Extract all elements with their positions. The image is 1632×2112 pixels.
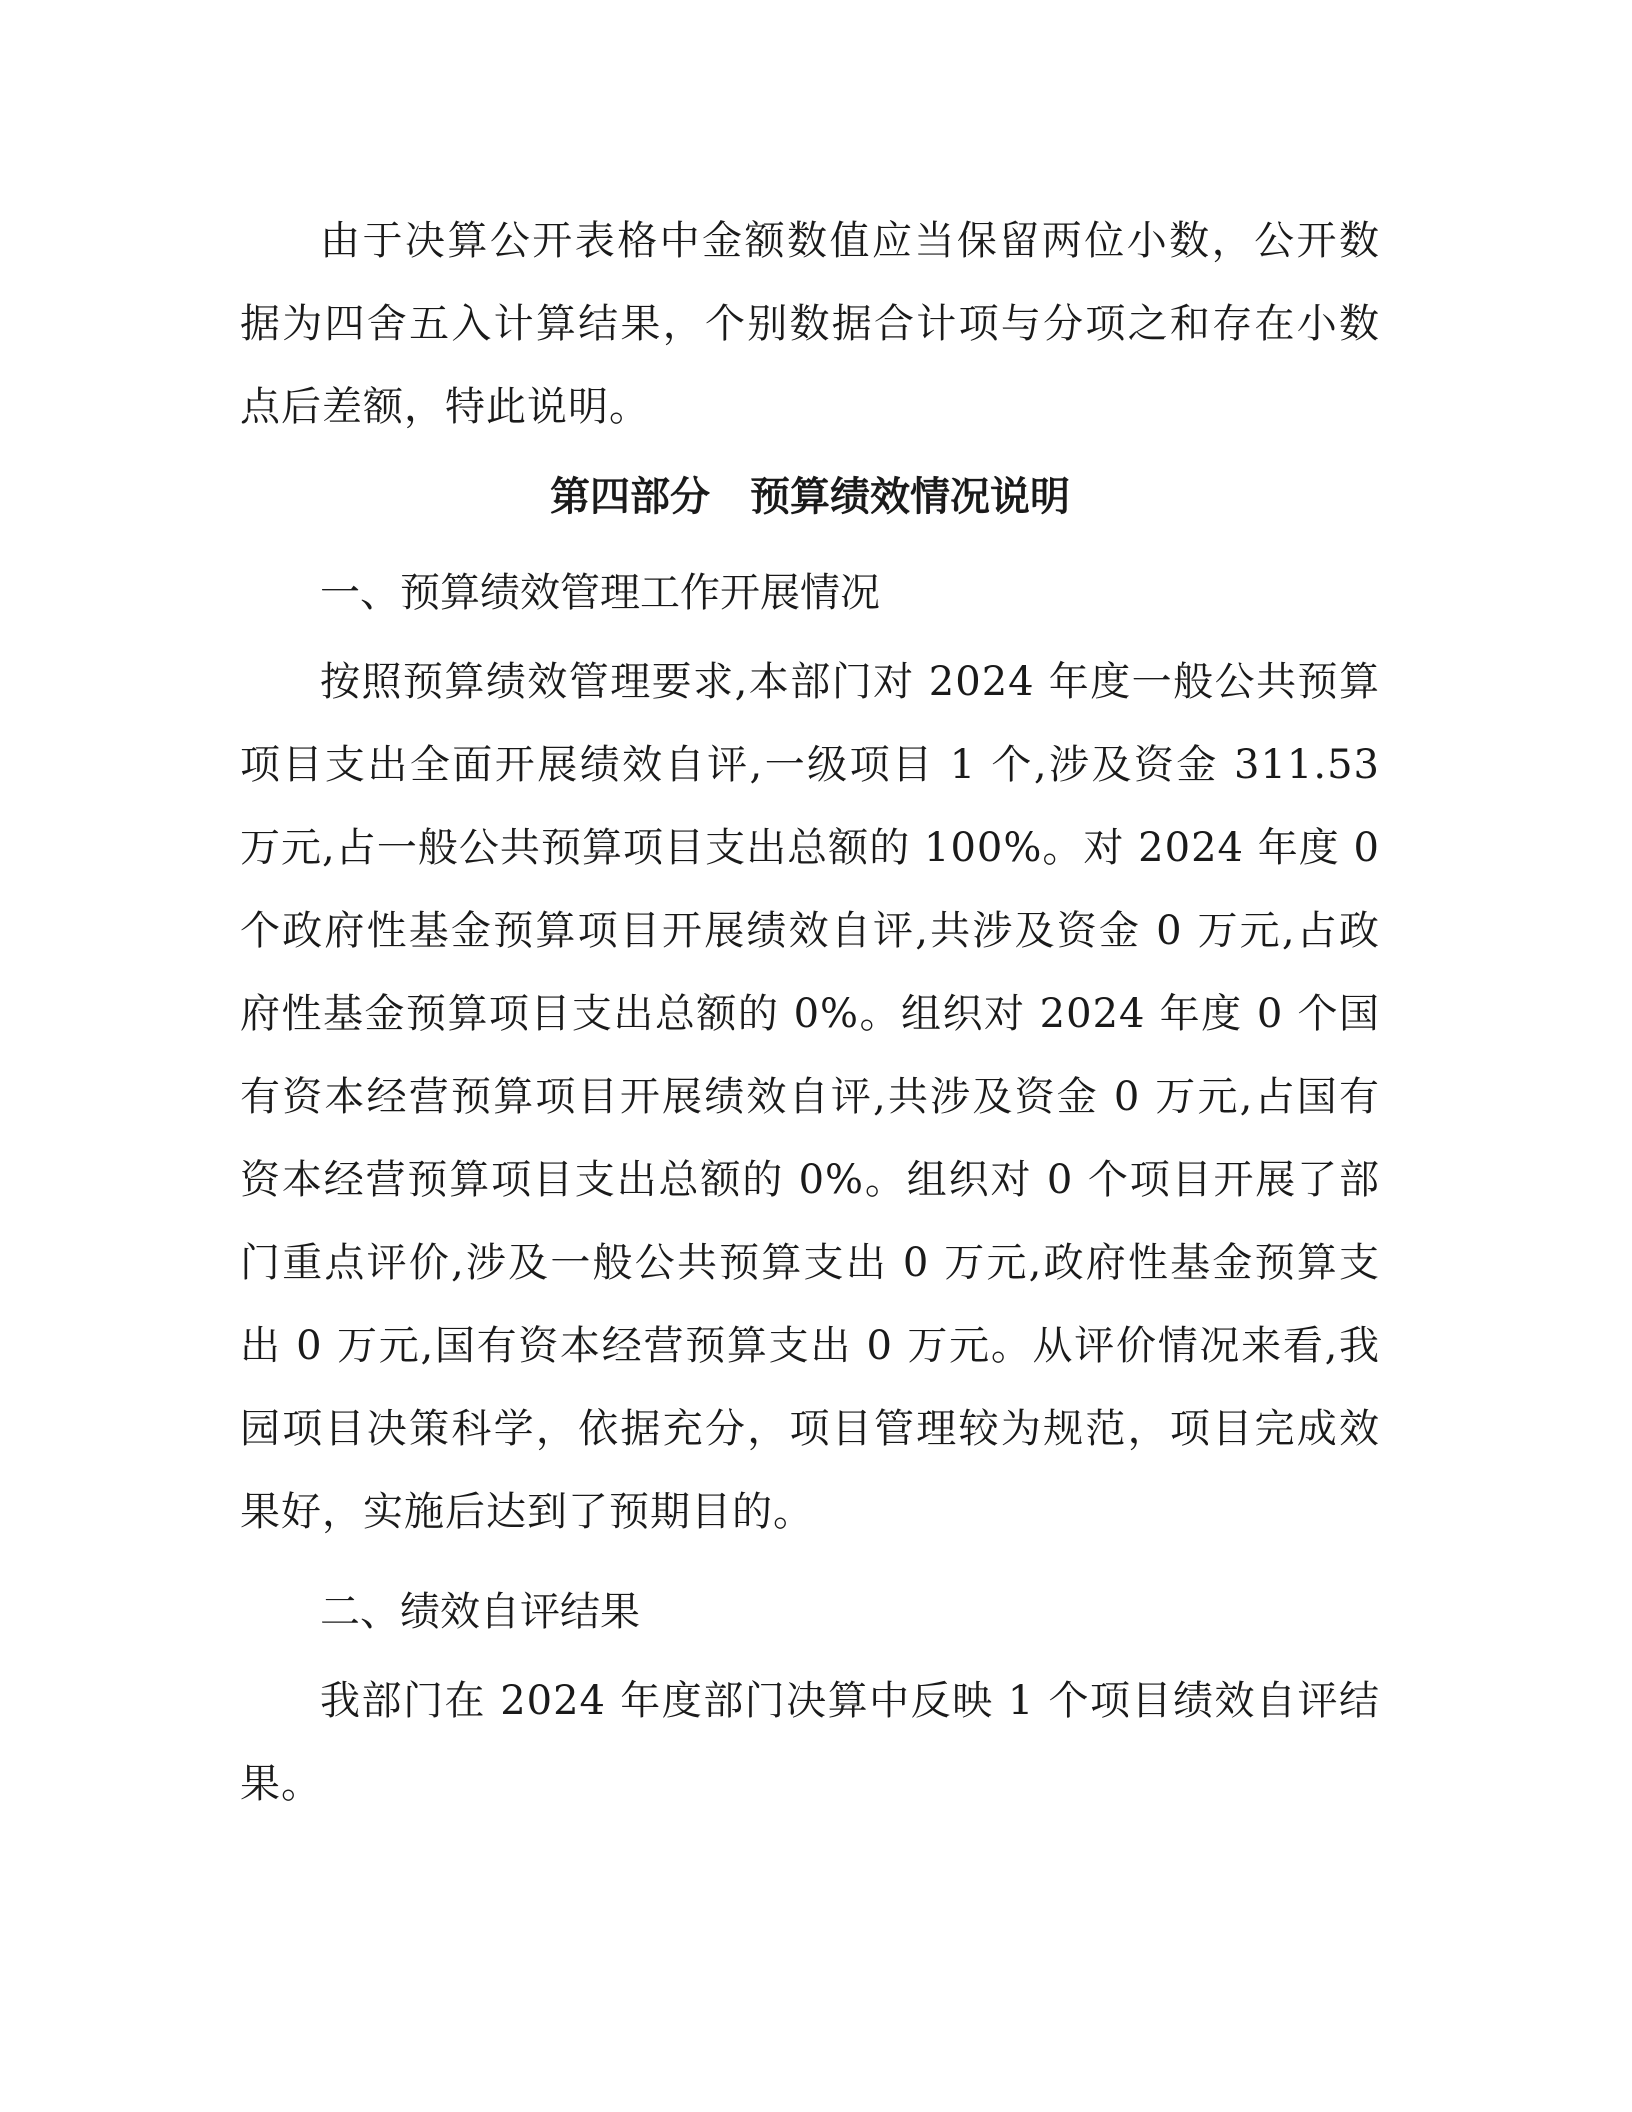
section-spacer	[240, 1554, 1380, 1564]
part-title: 第四部分 预算绩效情况说明	[550, 473, 1070, 520]
intro-paragraph: 由于决算公开表格中金额数值应当保留两位小数，公开数据为四舍五入计算结果，个别数据合计项与分项之和存在小数点后差额，特此说明。	[240, 218, 1380, 430]
section-paragraph-2: 我部门在 2024 年度部门决算中反映 1 个项目绩效自评结果。	[240, 1678, 1380, 1807]
section-heading-2: 二、绩效自评结果	[320, 1589, 640, 1635]
section-paragraph-1: 按照预算绩效管理要求,本部门对 2024 年度一般公共预算项目支出全面开展绩效自评,一级项目 1 个,涉及资金 311.53 万元,占一般公共预算项目支出总额的 100%。对 2024 年度 0 个政府性基金预算项目开展绩效自评,共涉及资金 0 万元,占政府性基金预算项目支出总额的 0%。组织对 2024 年度 0 个国有资本经营预算项目开展绩效自评,共涉及资金 0 万元,占国有资本经营预算项目支出总额的 0%。组织对 0 个项目开展了部门重点评价,涉及一般公共预算支出 0 万元,政府性基金预算支出 0 万元,国有资本经营预算支出 0 万元。从评价情况来看,我园项目决策科学，依据充分，项目管理较为规范，项目完成效果好，实施后达到了预期目的。	[240, 659, 1380, 1535]
section-heading-1: 一、预算绩效管理工作开展情况	[320, 570, 880, 616]
document-content	[240, 200, 1380, 1826]
